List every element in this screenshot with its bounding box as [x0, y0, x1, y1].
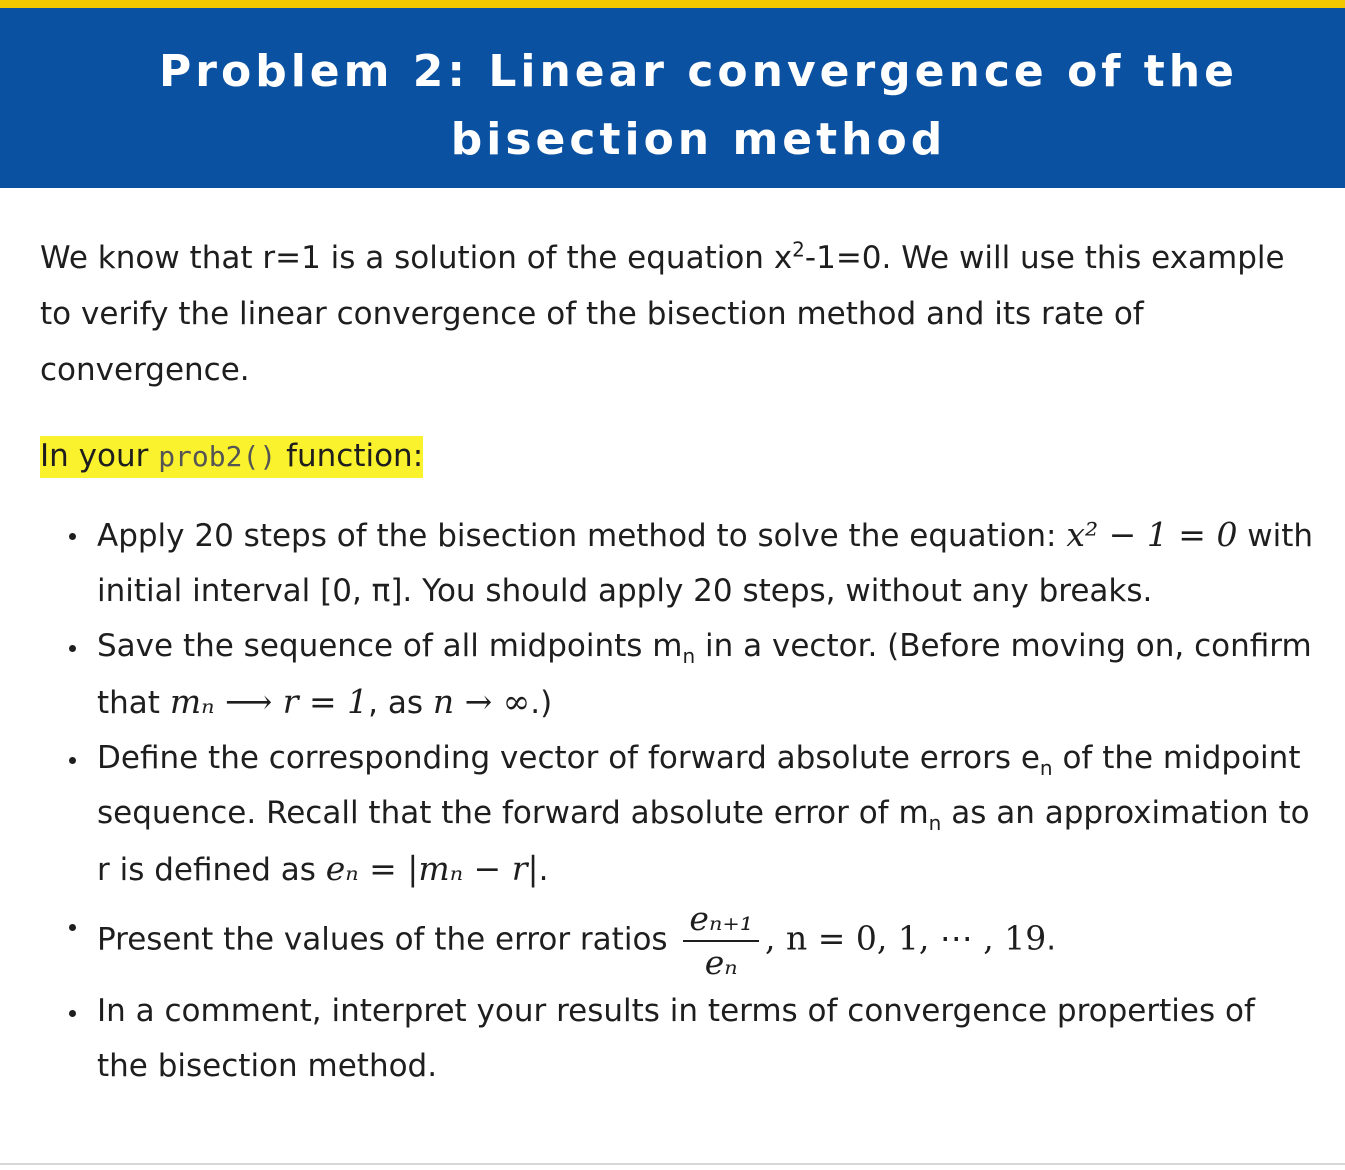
fraction-numerator: eₙ₊₁: [683, 898, 759, 942]
fraction-denominator: eₙ: [704, 943, 738, 982]
problem-content: [40, 230, 1315, 1094]
instruction-line: [40, 436, 1315, 477]
task3-text-b: of the midpoint sequence. Recall that the forward absolute error of m: [97, 740, 1301, 831]
task3-subscript-a: n: [1039, 756, 1053, 781]
task3-text-a: Define the corresponding vector of forward absolute errors e: [97, 740, 1040, 776]
page-title: Problem 2: Linear convergence of the bisection method: [159, 46, 1238, 165]
task3-text-c: as an approximation to r is defined as: [97, 795, 1310, 888]
task1-text-a: Apply 20 steps of the bisection method to solve the equation:: [97, 518, 1067, 554]
function-name-code: prob2(): [158, 440, 277, 473]
task1-equation: x² − 1 = 0: [1066, 515, 1238, 554]
task4-text-a: Present the values of the error ratios: [97, 921, 678, 958]
task1-text-b: with initial interval [0, π]. You should apply 20 steps, without any breaks.: [97, 518, 1314, 609]
error-ratio-fraction: [683, 898, 759, 984]
instruction-highlight: [40, 436, 423, 478]
task-list: [40, 507, 1315, 1094]
task2-infinity-math: n → ∞: [432, 682, 531, 721]
task2-text-d: .): [530, 685, 553, 721]
task2-text-a: Save the sequence of all midpoints m: [97, 628, 683, 664]
task2-limit-math: mₙ ⟶ r = 1: [169, 682, 369, 721]
instruction-suffix: function:: [276, 438, 424, 474]
intro-text-2: -1=0. We will use this example to verify the linear convergence of the bisection method and its rate of convergence.: [40, 240, 1285, 388]
task-item-bisection-steps: [40, 507, 1315, 619]
accent-stripe: [0, 0, 1345, 8]
task-item-define-errors: [40, 731, 1315, 898]
task-item-save-midpoints: [40, 619, 1315, 731]
intro-text-1: We know that r=1 is a solution of the equation x: [40, 240, 793, 276]
title-banner: [0, 8, 1345, 188]
instruction-prefix: In your: [40, 438, 159, 474]
task5-text: In a comment, interpret your results in terms of convergence properties of the bisection method.: [97, 993, 1255, 1084]
task3-text-d: .: [538, 852, 549, 888]
task-item-interpret: [40, 984, 1315, 1094]
intro-paragraph: [40, 230, 1315, 398]
task2-text-b: in a vector. (Before moving on, confirm that: [97, 628, 1312, 721]
task4-index-range: , n = 0, 1, ⋯ , 19: [764, 918, 1047, 958]
task4-text-b: .: [1046, 921, 1057, 958]
task3-subscript-b: n: [928, 811, 942, 836]
task2-text-c: , as: [368, 685, 433, 721]
task-item-error-ratios: [40, 898, 1315, 984]
task2-subscript: n: [682, 644, 696, 669]
task3-error-math: eₙ = |mₙ − r|: [325, 849, 539, 888]
bottom-divider: [0, 1163, 1345, 1165]
intro-exponent: 2: [792, 237, 805, 262]
